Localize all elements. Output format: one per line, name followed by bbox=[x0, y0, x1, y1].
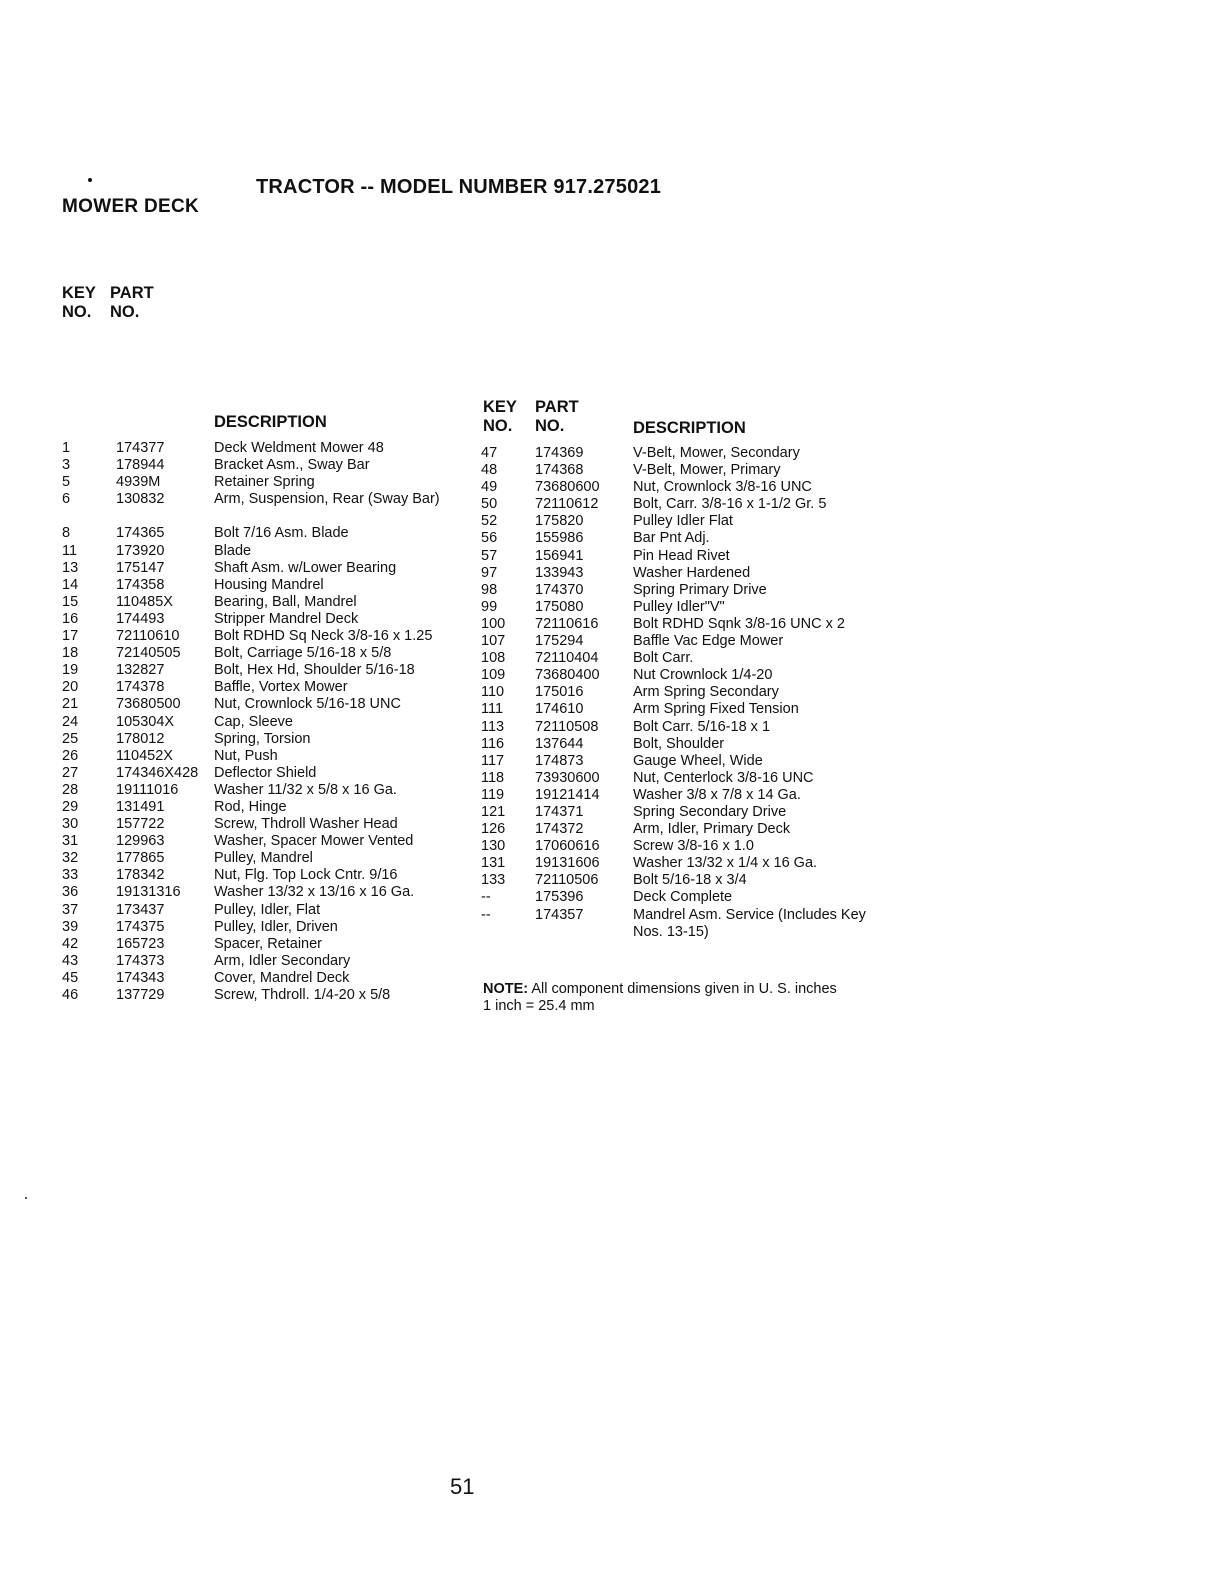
part-description: Nut, Crownlock 3/8-16 UNC bbox=[633, 479, 812, 496]
part-description: Washer 13/32 x 1/4 x 16 Ga. bbox=[633, 855, 818, 872]
section-title: MOWER DECK bbox=[62, 196, 200, 217]
key-number: 108 bbox=[481, 650, 506, 667]
part-description: Bolt, Shoulder bbox=[633, 735, 725, 752]
left-description-header: DESCRIPTION bbox=[214, 413, 327, 431]
part-description: Deflector Shield bbox=[214, 764, 317, 781]
part-number: 165723 bbox=[116, 935, 165, 952]
right-description-header: DESCRIPTION bbox=[633, 419, 746, 437]
part-description: Pulley, Mandrel bbox=[214, 850, 313, 867]
right-key-header-line1: KEY bbox=[483, 398, 517, 416]
part-number: 110452X bbox=[116, 747, 173, 764]
part-number: 174372 bbox=[535, 821, 584, 838]
part-number: 174377 bbox=[116, 440, 165, 456]
key-number: -- bbox=[481, 906, 491, 923]
part-description: Deck Weldment Mower 48 bbox=[214, 440, 384, 456]
part-number: 174346X428 bbox=[116, 764, 199, 781]
part-number: 73680400 bbox=[535, 667, 600, 684]
part-description: Pin Head Rivet bbox=[633, 547, 730, 564]
part-number: 178944 bbox=[116, 457, 165, 474]
key-number: 5 bbox=[62, 474, 71, 491]
part-number: 133943 bbox=[535, 564, 584, 581]
right-part-header-line1: PART bbox=[535, 398, 579, 416]
left-part-header-line1: PART bbox=[110, 284, 154, 302]
part-description: Deck Complete bbox=[633, 889, 733, 906]
key-number: 130 bbox=[481, 838, 506, 855]
key-number: 1 bbox=[62, 440, 71, 456]
part-description: Washer 11/32 x 5/8 x 16 Ga. bbox=[214, 781, 397, 798]
part-number: 156941 bbox=[535, 547, 584, 564]
key-number: 6 bbox=[62, 491, 71, 508]
left-key-header-line1: KEY bbox=[62, 284, 96, 302]
part-description: Retainer Spring bbox=[214, 474, 315, 491]
key-number: 19 bbox=[62, 662, 79, 679]
part-description: Arm, Idler, Primary Deck bbox=[633, 821, 791, 838]
part-description: Shaft Asm. w/Lower Bearing bbox=[214, 559, 397, 576]
key-number: 131 bbox=[481, 855, 506, 872]
key-number: 26 bbox=[62, 747, 79, 764]
key-number: 30 bbox=[62, 816, 79, 833]
part-description: Spring, Torsion bbox=[214, 730, 311, 747]
key-number: 27 bbox=[62, 764, 79, 781]
part-description: Pulley, Idler, Driven bbox=[214, 918, 338, 935]
part-number: 175147 bbox=[116, 559, 165, 576]
part-number: 19131606 bbox=[535, 855, 600, 872]
key-number: 133 bbox=[481, 872, 506, 889]
part-number: 178342 bbox=[116, 867, 165, 884]
part-number: 110485X bbox=[116, 593, 173, 610]
part-description: Cover, Mandrel Deck bbox=[214, 969, 350, 986]
part-description: Arm Spring Fixed Tension bbox=[633, 701, 799, 718]
part-number: 19131316 bbox=[116, 884, 181, 901]
key-number: 49 bbox=[481, 479, 498, 496]
part-number: 174378 bbox=[116, 679, 165, 696]
part-number: 174343 bbox=[116, 969, 165, 986]
key-number: 29 bbox=[62, 798, 79, 815]
part-description: Screw 3/8-16 x 1.0 bbox=[633, 838, 754, 855]
part-number: 157722 bbox=[116, 816, 165, 833]
key-number: 15 bbox=[62, 593, 79, 610]
key-number: 50 bbox=[481, 496, 498, 513]
part-description: Pulley, Idler, Flat bbox=[214, 901, 321, 918]
part-number: 73930600 bbox=[535, 769, 600, 786]
part-description: Bolt, Carriage 5/16-18 x 5/8 bbox=[214, 645, 392, 662]
part-number: 19111016 bbox=[116, 781, 179, 798]
part-number: 175016 bbox=[535, 684, 584, 701]
part-number: 155986 bbox=[535, 530, 584, 547]
key-number: 28 bbox=[62, 781, 79, 798]
part-number: 174357 bbox=[535, 906, 584, 923]
note-text: All component dimensions given in U. S. inches 1 inch = 25.4 mm bbox=[483, 981, 837, 1014]
part-number: 174371 bbox=[535, 803, 584, 820]
part-number: 72110508 bbox=[535, 718, 599, 735]
part-number: 72110616 bbox=[535, 615, 599, 632]
key-number: 46 bbox=[62, 987, 79, 1003]
part-description: Bolt, Carr. 3/8-16 x 1-1/2 Gr. 5 bbox=[633, 496, 827, 513]
part-number: 4939M bbox=[116, 474, 161, 491]
key-number: 100 bbox=[481, 615, 506, 632]
page-number: 51 bbox=[450, 1474, 475, 1499]
key-number: 36 bbox=[62, 884, 79, 901]
right-key-header bbox=[483, 398, 517, 436]
key-number: 118 bbox=[481, 769, 505, 786]
note-label: NOTE: bbox=[483, 981, 529, 997]
key-number: 25 bbox=[62, 730, 79, 747]
part-description: Nut, Flg. Top Lock Cntr. 9/16 bbox=[214, 867, 398, 884]
note bbox=[483, 981, 843, 1015]
key-number: 18 bbox=[62, 645, 79, 662]
part-description: Spring Primary Drive bbox=[633, 581, 767, 598]
key-number: 8 bbox=[62, 525, 71, 542]
part-description: Bar Pnt Adj. bbox=[633, 530, 710, 547]
key-number: 32 bbox=[62, 850, 79, 867]
part-description: Nut Crownlock 1/4-20 bbox=[633, 667, 773, 684]
part-description: Baffle Vac Edge Mower bbox=[633, 633, 784, 650]
part-number: 72110612 bbox=[535, 496, 599, 513]
part-number: 174493 bbox=[116, 610, 165, 627]
part-number: 175820 bbox=[535, 513, 584, 530]
part-number: 73680600 bbox=[535, 479, 600, 496]
part-description: Rod, Hinge bbox=[214, 798, 287, 815]
part-description: Housing Mandrel bbox=[214, 576, 324, 593]
right-key-header-line2: NO. bbox=[483, 417, 513, 435]
part-number: 174375 bbox=[116, 918, 165, 935]
part-description: Screw, Thdroll Washer Head bbox=[214, 816, 398, 833]
part-description: Nut, Push bbox=[214, 747, 278, 764]
key-number: 21 bbox=[62, 696, 79, 713]
part-description: Bracket Asm., Sway Bar bbox=[214, 457, 370, 474]
left-key-header-line2: NO. bbox=[62, 303, 92, 321]
part-description: Bearing, Ball, Mandrel bbox=[214, 593, 357, 610]
part-description: Arm Spring Secondary bbox=[633, 684, 779, 701]
part-number: 131491 bbox=[116, 798, 165, 815]
part-description: Arm, Idler Secondary bbox=[214, 952, 351, 969]
part-number: 177865 bbox=[116, 850, 165, 867]
key-number: 42 bbox=[62, 935, 79, 952]
part-description: Arm, Suspension, Rear (Sway Bar) bbox=[214, 491, 440, 508]
key-number: 45 bbox=[62, 969, 79, 986]
key-number: 11 bbox=[62, 542, 78, 559]
key-number: 39 bbox=[62, 918, 79, 935]
key-number: 110 bbox=[481, 684, 505, 701]
key-number: 99 bbox=[481, 598, 498, 615]
part-number: 174873 bbox=[535, 752, 584, 769]
part-description: Mandrel Asm. Service (Includes Key Nos. 13-15) bbox=[633, 906, 866, 940]
page-title: TRACTOR -- MODEL NUMBER 917.275021 bbox=[256, 176, 662, 198]
part-description: Spacer, Retainer bbox=[214, 935, 323, 952]
stray-speck bbox=[25, 1197, 27, 1199]
key-number: 3 bbox=[62, 457, 71, 474]
part-description: Bolt 5/16-18 x 3/4 bbox=[633, 872, 747, 889]
key-number: 47 bbox=[481, 445, 498, 461]
right-part-header bbox=[535, 398, 579, 436]
part-number: 105304X bbox=[116, 713, 175, 730]
part-description: Gauge Wheel, Wide bbox=[633, 752, 763, 769]
part-number: 174358 bbox=[116, 576, 165, 593]
key-number: 116 bbox=[481, 735, 505, 752]
key-number: 20 bbox=[62, 679, 79, 696]
part-description: V-Belt, Mower, Secondary bbox=[633, 445, 800, 461]
part-number: 72110506 bbox=[535, 872, 599, 889]
part-description: Bolt RDHD Sqnk 3/8-16 UNC x 2 bbox=[633, 615, 845, 632]
key-number: 43 bbox=[62, 952, 79, 969]
part-description: Cap, Sleeve bbox=[214, 713, 293, 730]
part-number: 72110610 bbox=[116, 628, 180, 645]
part-description: Stripper Mandrel Deck bbox=[214, 610, 359, 627]
part-number: 174370 bbox=[535, 581, 584, 598]
part-number: 19121414 bbox=[535, 786, 600, 803]
key-number: 117 bbox=[481, 752, 505, 769]
part-number: 72140505 bbox=[116, 645, 181, 662]
part-description: Blade bbox=[214, 542, 252, 559]
part-description: Spring Secondary Drive bbox=[633, 803, 787, 820]
part-number: 175080 bbox=[535, 598, 584, 615]
part-number: 130832 bbox=[116, 491, 165, 508]
part-number: 137729 bbox=[116, 987, 165, 1003]
key-number: 13 bbox=[62, 559, 79, 576]
part-number: 174368 bbox=[535, 462, 584, 479]
key-number: 126 bbox=[481, 821, 506, 838]
part-number: 73680500 bbox=[116, 696, 181, 713]
part-number: 174373 bbox=[116, 952, 165, 969]
part-number: 173437 bbox=[116, 901, 165, 918]
part-description: Bolt Carr. 5/16-18 x 1 bbox=[633, 718, 771, 735]
part-number: 174610 bbox=[535, 701, 584, 718]
key-number: 57 bbox=[481, 547, 498, 564]
part-number: 72110404 bbox=[535, 650, 599, 667]
key-number: 52 bbox=[481, 513, 498, 530]
part-number: 178012 bbox=[116, 730, 165, 747]
key-number: 37 bbox=[62, 901, 79, 918]
left-part-header bbox=[110, 284, 154, 322]
part-description: Screw, Thdroll. 1/4-20 x 5/8 bbox=[214, 987, 391, 1003]
part-number: 173920 bbox=[116, 542, 165, 559]
left-key-header bbox=[62, 284, 96, 322]
key-number: 48 bbox=[481, 462, 498, 479]
key-number: 98 bbox=[481, 581, 498, 598]
key-number: 31 bbox=[62, 833, 79, 850]
part-number: 175294 bbox=[535, 633, 584, 650]
key-number: 97 bbox=[481, 564, 498, 581]
part-description: Washer 13/32 x 13/16 x 16 Ga. bbox=[214, 884, 415, 901]
part-description: V-Belt, Mower, Primary bbox=[633, 462, 781, 479]
left-part-header-line2: NO. bbox=[110, 303, 140, 321]
key-number: 56 bbox=[481, 530, 498, 547]
stray-dot bbox=[88, 178, 92, 182]
key-number: 33 bbox=[62, 867, 79, 884]
key-number: 109 bbox=[481, 667, 506, 684]
key-number: 119 bbox=[481, 786, 505, 803]
key-number: -- bbox=[481, 889, 491, 906]
part-number: 129963 bbox=[116, 833, 165, 850]
part-description: Baffle, Vortex Mower bbox=[214, 679, 348, 696]
part-number: 174365 bbox=[116, 525, 165, 542]
part-description: Washer, Spacer Mower Vented bbox=[214, 833, 414, 850]
right-part-header-line2: NO. bbox=[535, 417, 565, 435]
key-number: 121 bbox=[481, 803, 506, 820]
key-number: 111 bbox=[481, 701, 504, 718]
key-number: 16 bbox=[62, 610, 79, 627]
part-description: Nut, Centerlock 3/8-16 UNC bbox=[633, 769, 814, 786]
key-number: 113 bbox=[481, 718, 505, 735]
part-description: Bolt 7/16 Asm. Blade bbox=[214, 525, 349, 542]
part-description: Nut, Crownlock 5/16-18 UNC bbox=[214, 696, 401, 713]
part-description: Bolt Carr. bbox=[633, 650, 694, 667]
part-description: Washer 3/8 x 7/8 x 14 Ga. bbox=[633, 786, 801, 803]
key-number: 17 bbox=[62, 628, 79, 645]
key-number: 24 bbox=[62, 713, 79, 730]
part-number: 137644 bbox=[535, 735, 584, 752]
part-description: Pulley Idler Flat bbox=[633, 513, 733, 530]
part-number: 174369 bbox=[535, 445, 584, 461]
part-description: Washer Hardened bbox=[633, 564, 751, 581]
part-description: Pulley Idler"V" bbox=[633, 598, 725, 615]
part-number: 175396 bbox=[535, 889, 584, 906]
key-number: 14 bbox=[62, 576, 79, 593]
part-number: 17060616 bbox=[535, 838, 600, 855]
part-number: 132827 bbox=[116, 662, 165, 679]
key-number: 107 bbox=[481, 633, 506, 650]
part-description: Bolt, Hex Hd, Shoulder 5/16-18 bbox=[214, 662, 415, 679]
part-description: Bolt RDHD Sq Neck 3/8-16 x 1.25 bbox=[214, 628, 433, 645]
